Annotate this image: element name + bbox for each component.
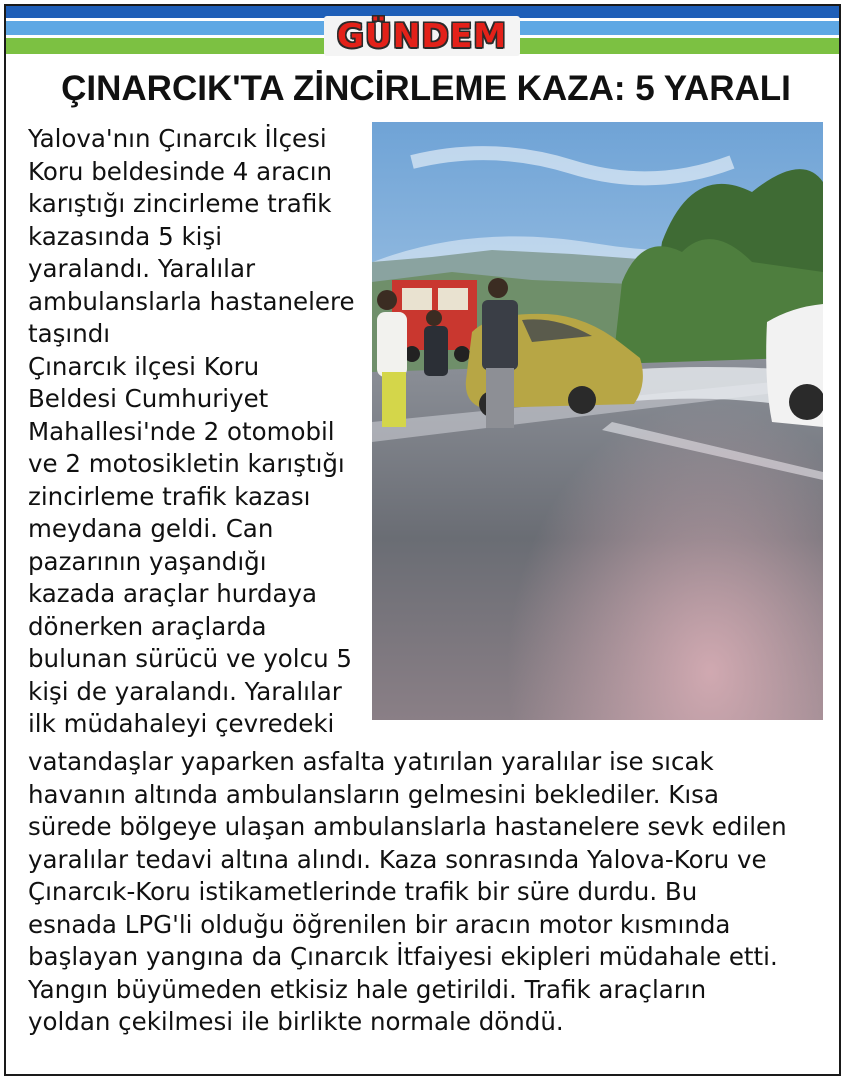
article-text-line: Koru beldesinde 4 aracın: [28, 156, 333, 186]
article-text-line: havanın altında ambulansların gelmesini beklediler. Kısa: [28, 779, 719, 809]
article-text-line: yoldan çekilmesi ile birlikte normale döndü.: [28, 1007, 564, 1036]
article-body-full-width: [28, 746, 838, 1039]
article-body-column: [28, 123, 378, 741]
article-text-line: vatandaşlar yaparken asfalta yatırılan yaralılar ise sıcak: [28, 747, 714, 776]
section-label: GÜNDEM: [336, 16, 508, 55]
article-text-line: ambulanslarla hastanelere: [28, 286, 355, 316]
article-text-line: bulunan sürücü ve yolcu 5: [28, 644, 352, 673]
article-text-line: Yalova'nın Çınarcık İlçesi: [28, 124, 327, 153]
header-band: [6, 6, 839, 60]
article-text-line: taşındı: [28, 319, 111, 348]
article-text-line: Mahallesi'nde 2 otomobil: [28, 416, 335, 446]
article-text-line: esnada LPG'li olduğu öğrenilen bir aracın motor kısmında: [28, 909, 731, 939]
article-text-line: karıştığı zincirleme trafik: [28, 189, 332, 218]
accident-scene-photo: [372, 122, 823, 720]
article-text-line: yaralandı. Yaralılar: [28, 254, 256, 283]
article-text-line: yaralılar tedavi altına alındı. Kaza sonrasında Yalova-Koru ve: [28, 844, 767, 874]
article-text-line: Yangın büyümeden etkisiz hale getirildi. Trafik araçların: [28, 974, 707, 1004]
article-text-line: kazada araçlar hurdaya: [28, 579, 318, 608]
section-badge: [324, 16, 520, 56]
article-text-line: Çınarcık-Koru istikametlerinde trafik bir süre durdu. Bu: [28, 877, 698, 906]
article-text-line: sürede bölgeye ulaşan ambulanslarla hastanelere sevk edilen: [28, 812, 787, 841]
article-text-line: pazarının yaşandığı: [28, 546, 267, 576]
article-text-line: Çınarcık ilçesi Koru: [28, 351, 260, 381]
article-text-line: ilk müdahaleyi çevredeki: [28, 709, 335, 738]
article-text-line: kazasında 5 kişi: [28, 221, 223, 251]
article-text-line: Beldesi Cumhuriyet: [28, 384, 269, 413]
article-text-line: zincirleme trafik kazası: [28, 481, 311, 511]
article-text-line: kişi de yaralandı. Yaralılar: [28, 676, 342, 706]
article-text-line: dönerken araçlarda: [28, 611, 267, 641]
article-text-line: meydana geldi. Can: [28, 514, 274, 543]
article-headline: ÇINARCIK'TA ZİNCİRLEME KAZA: 5 YARALI: [61, 69, 791, 108]
article-text-line: ve 2 motosikletin karıştığı: [28, 449, 345, 478]
photo-illustration: [372, 122, 823, 720]
article-text-line: başlayan yangına da Çınarcık İtfaiyesi ekipleri müdahale etti.: [28, 942, 778, 971]
newspaper-page: [4, 4, 841, 1076]
